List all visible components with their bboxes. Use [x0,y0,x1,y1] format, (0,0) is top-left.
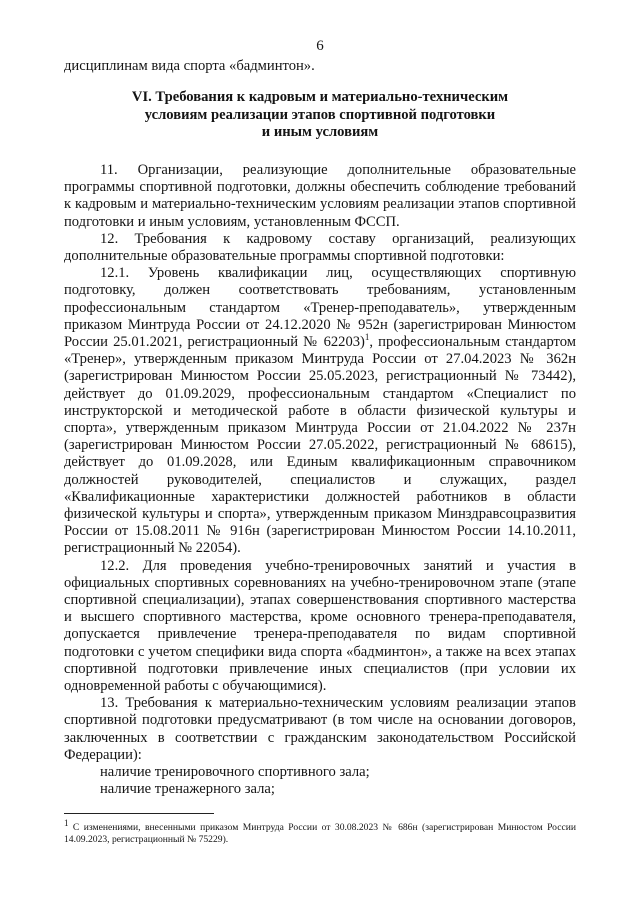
document-body [64,58,576,799]
paragraph-13: 13. Требования к материально-техническим условиям реализации этапов спортивной подготовки предусматривают (в том числе на основании договоров, заключенных в соответствии с гражданским законодательством Российской Федерации): [64,695,576,763]
footnote-marker: 1 [64,817,69,828]
page-number: 6 [316,38,324,54]
list-item: наличие тренажерного зала; [100,781,275,798]
heading-line: и иным условиям [261,124,379,141]
paragraph-12-1-part-b: , профессиональным стандартом «Тренер», утвержденным приказом Минтруда России от 27.04.2023 № 362н (зарегистрирован Минюстом России 25.05.2023, регистрационный № 73442), действует до 01.09.2029, профессиональным стандартом «Специалист по инструкторской и методической работе в области физической культуры и спорта», утвержденным приказом Минтруда России от 21.04.2022 № 237н (зарегистрирован Минюстом России 27.05.2022, регистрационный № 68615), действует до 01.09.2028, или Единым квалификационным справочником должностей руководителей, специалистов и служащих, раздел «Квалификационные характеристики должностей работников в области физической культуры и спорта», утвержденным приказом Минздравсоцразвития России от 15.08.2011 № 916н (зарегистрирован Минюстом России 14.10.2011, регистрационный № 22054). [64,334,576,557]
footnote-text: С изменениями, внесенными приказом Минтруда России от 30.08.2023 № 686н (зарегистрирован Минюстом России 14.09.2023, регистрационный № 75229). [64,822,576,846]
footnote-reference: 1 [364,332,370,343]
continuation-text: дисциплинам вида спорта «бадминтон». [64,58,315,74]
paragraph-11: 11. Организации, реализующие дополнительные образовательные программы спортивной подготовки, должны обеспечить соблюдение требований к кадровым и материально-техническим условиям реализации этапов спортивной подготовки и иным условиям, установленным ФССП. [64,161,576,230]
heading-line: VI. Требования к кадровым и материально-техническим [131,89,509,106]
section-heading [64,89,576,142]
paragraph-12-1-part-a: 12.1. Уровень квалификации лиц, осуществляющих спортивную подготовку, должен соответствовать требованиям, установленным профессиональным стандартом «Тренер-преподаватель», утвержденным приказом Минтруда России от 24.12.2020 № 952н (зарегистрирован Минюстом России 25.01.2021, регистрационный № 62203) [64,265,576,351]
paragraph-12: 12. Требования к кадровому составу организаций, реализующих дополнительные образовательные программы спортивной подготовки: [64,230,576,264]
footnote [64,817,576,847]
footnote-divider [64,813,214,814]
heading-line: условиям реализации этапов спортивной подготовки [144,106,496,123]
list-item: наличие тренировочного спортивного зала; [100,764,370,781]
paragraph-12-2: 12.2. Для проведения учебно-тренировочных занятий и участия в официальных спортивных соревнованиях на учебно-тренировочном этапе (этапе спортивной специализации), этапах совершенствования спортивного мастерства и высшего спортивного мастерства, кроме основного тренера-преподавателя, допускается привлечение тренера-преподавателя по видам спортивной подготовки с учетом специфики вида спорта «бадминтон», а также на всех этапах спортивной подготовки привлечение иных специалистов (при условии их одновременной работы с обучающимися). [64,557,576,695]
paragraph-12-1 [64,265,576,557]
